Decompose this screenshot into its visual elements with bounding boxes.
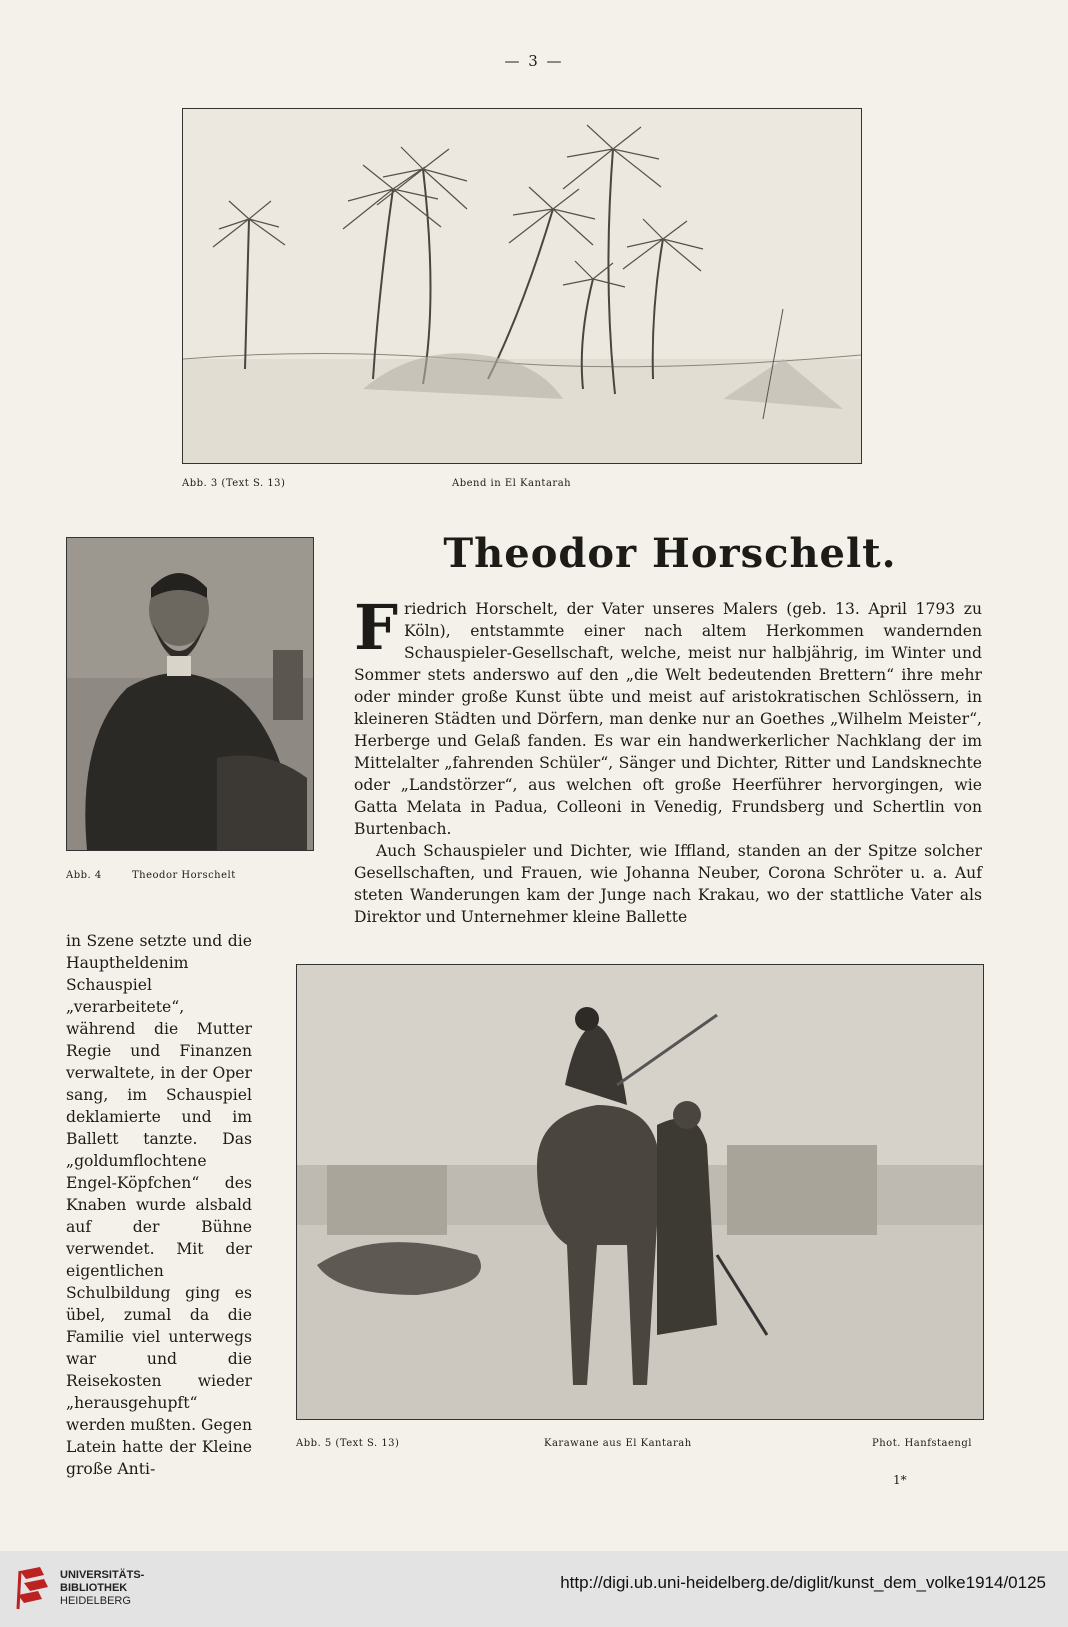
figure5-label: Abb. 5 (Text S. 13) xyxy=(296,1438,400,1449)
drop-cap: F xyxy=(354,591,399,664)
library-logo-icon xyxy=(14,1565,54,1613)
library-name xyxy=(60,1569,144,1608)
figure3-label: Abb. 3 (Text S. 13) xyxy=(182,478,286,489)
figure4-caption: Theodor Horschelt xyxy=(132,870,236,881)
paragraph-1-text: riedrich Horschelt, der Vater unseres Malers (geb. 13. April 1793 zu Köln), entstammte einer nach altem Herkommen wandernden Schauspieler-Gesellschaft, welche, meist nur halbjährig, im Winter und Sommer stets anderswo auf den „die Welt bedeutenden Brettern“ ihre mehr oder minder große Kunst übte und meist auf aristokratischen Schlössern, in kleineren Städten und Dörfern, man denke nur an Goethes „Wilhelm Meister“, Herberge und Gelaß fanden. Es war ein handwerkerlicher Nachklang der im Mittelalter „fahrenden Schüler“, Sänger und Dichter, Ritter und Landsknechte oder „Landstörzer“, aus welchen oft große Heerführer hervorgingen, wie Gatta Melata in Padua, Colleoni in Venedig, Frundsberg und Schertlin von Burtenbach. xyxy=(354,600,982,838)
side-column-text: in Szene setzte und die Hauptheldenim Schauspiel „verarbeitete“, während die Mutter Regie und Finanzen verwaltete, in der Oper sang, im Schauspiel deklamierte und im Ballett tanzte. Das „goldumflochtene Engel-Köpfchen“ des Knaben wurde alsbald auf der Bühne verwendet. Mit der eigentlichen Schulbildung ging es übel, zumal da die Familie viel unterwegs war und die Reisekosten wieder „herausgehupft“ werden mußten. Gegen Latein hatte der Kleine große Anti- xyxy=(66,932,252,1478)
source-url[interactable]: http://digi.ub.uni-heidelberg.de/diglit/kunst_dem_volke1914/0125 xyxy=(560,1573,1046,1592)
library-name-line3: HEIDELBERG xyxy=(60,1595,131,1607)
figure5-caption: Karawane aus El Kantarah xyxy=(544,1438,692,1449)
paragraph-2: Auch Schauspieler und Dichter, wie Iffland, standen an der Spitze solcher Gesellschaften, und Frauen, wie Johanna Neuber, Corona Schröter u. a. Auf steten Wanderungen kam der Junge nach Krakau, wo der stattliche Vater als Direktor und Unternehmer kleine Ballette xyxy=(354,842,982,926)
page-number: — 3 — xyxy=(504,52,564,70)
figure5-credit: Phot. Hanfstaengl xyxy=(872,1438,972,1449)
library-footer xyxy=(0,1551,1068,1627)
article-body xyxy=(354,591,982,928)
figure4-label: Abb. 4 xyxy=(66,870,102,881)
figure-palms-illustration xyxy=(182,108,862,464)
figure-portrait-photo xyxy=(66,537,314,851)
figure-caravan-illustration xyxy=(296,964,984,1420)
library-name-line2: BIBLIOTHEK xyxy=(60,1582,128,1594)
signature-mark: 1* xyxy=(893,1473,907,1487)
figure3-caption: Abend in El Kantarah xyxy=(452,478,572,489)
article-title: Theodor Horschelt. xyxy=(443,530,897,577)
library-name-line1: UNIVERSITÄTS- xyxy=(60,1569,145,1581)
paragraph-1 xyxy=(354,591,982,840)
